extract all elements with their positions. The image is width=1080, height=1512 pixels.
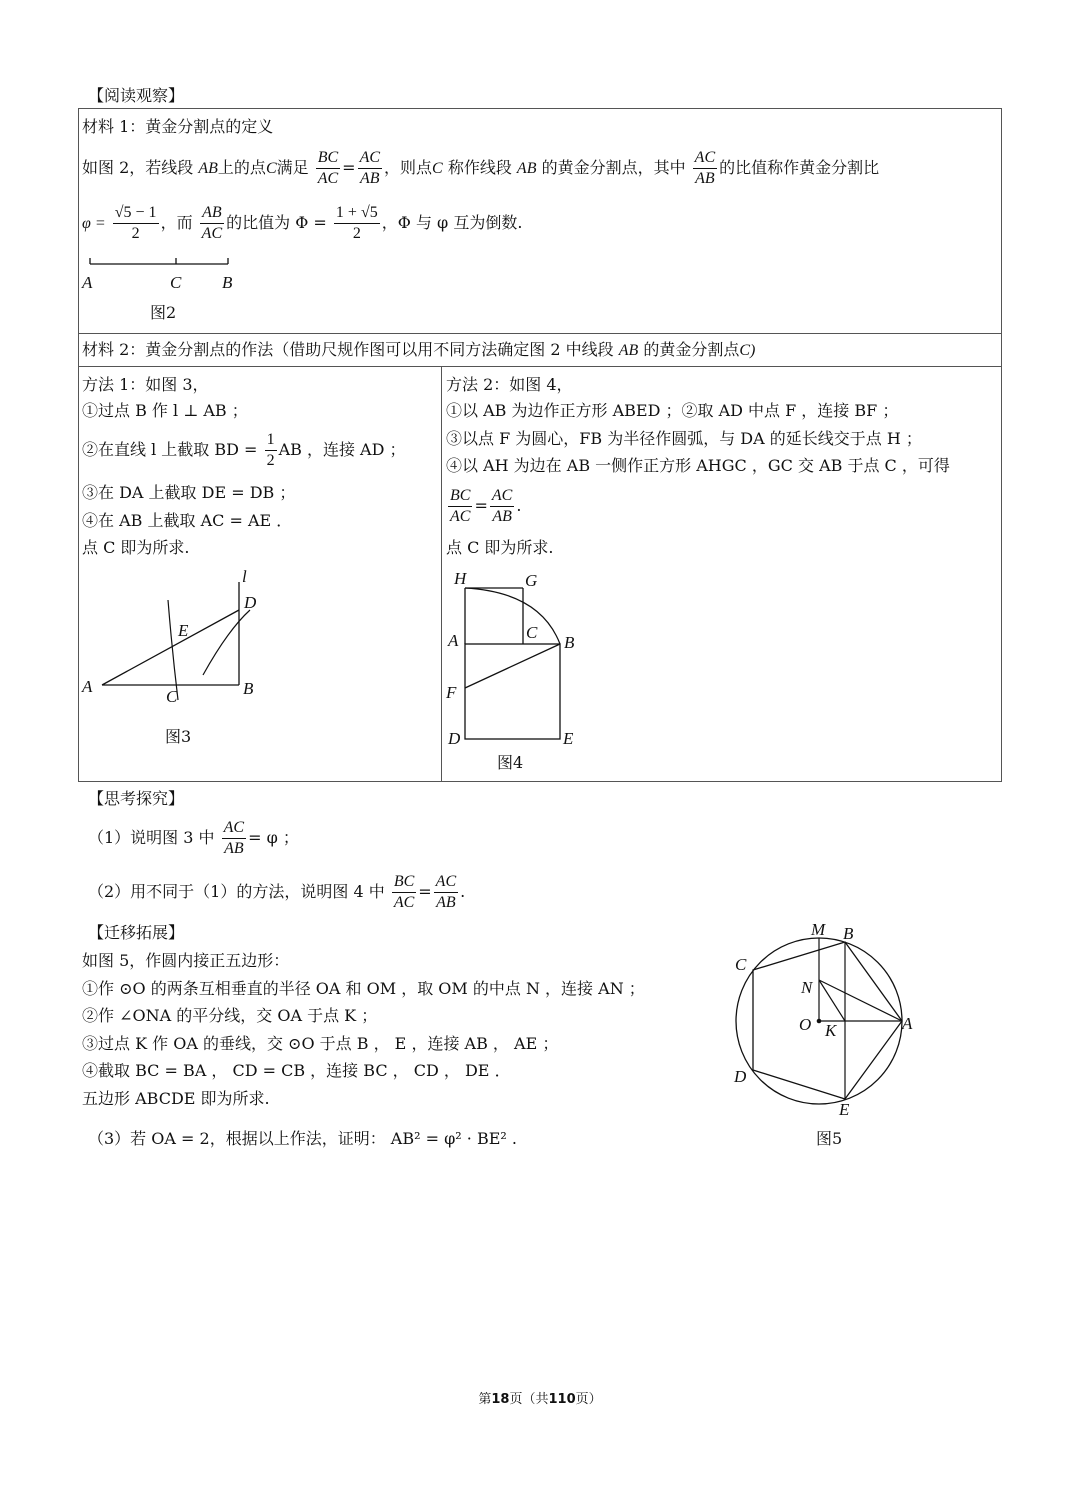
question-1: （1）说明图 3 中 $\frac{AC}{AB}$ = φ ； <box>88 819 299 857</box>
label-d: D <box>448 729 461 748</box>
label-c: C <box>166 687 178 706</box>
label-g: G <box>525 571 538 590</box>
label-b: B <box>843 924 854 943</box>
label-k: K <box>825 1021 837 1040</box>
method1-step5: 点 C 即为所求. <box>82 538 190 557</box>
method2-result: $\frac{BC}{AC}$ = $\frac{AC}{AB}$ . <box>450 487 522 525</box>
fraction-ac-ab-2: $\frac{AC}{AB}$ <box>694 149 716 187</box>
fraction-big-phi: $\frac{1 + √5}{2}$ <box>335 204 378 242</box>
fraction-one-half: $\frac{1}{2}$ <box>266 431 275 469</box>
label-d: D <box>734 1067 747 1086</box>
label-b: B <box>222 273 233 292</box>
fraction-bc-ac-q2: $\frac{BC}{AC}$ <box>393 873 415 911</box>
label-a: A <box>902 1014 913 1033</box>
label-m: M <box>811 920 826 939</box>
label-e: E <box>563 729 574 748</box>
fraction-ac-ab-q2: $\frac{AC}{AB}$ <box>435 873 457 911</box>
figure-2-caption: 图2 <box>150 303 177 322</box>
label-e: E <box>839 1100 850 1119</box>
material1-phi: φ = $\frac{√5 - 1}{2}$ ，而 $\frac{AB}{AC}$ 的比值为 Φ = $\frac{1 + √5}{2}$ ，Φ 与 φ 互为倒数. <box>82 204 523 242</box>
table-divider-2 <box>78 366 1002 367</box>
material1-definition: 如图 2，若线段 AB上的点C满足 $\frac{BC}{AC}$ = $\frac{AC}{AB}$ ，则点C 称作线段 AB 的黄金分割点，其中 $\frac{AC}{AB}$ 的比值称作黄金分割比 <box>82 149 880 187</box>
label-a: A <box>82 677 93 696</box>
material1-title: 材料 1：黄金分割点的定义 <box>82 117 274 136</box>
method1-step4: ④在 AB 上截取 AC = AE ． <box>82 511 293 530</box>
method1-step2: ②在直线 l 上截取 BD = $\frac{1}{2}$ AB ，连接 AD ； <box>82 431 406 469</box>
method2-head: 方法 2：如图 4， <box>446 375 573 394</box>
method2-step5: 点 C 即为所求. <box>446 538 554 557</box>
method1-head: 方法 1：如图 3， <box>82 375 209 394</box>
figure-5 <box>725 915 925 1155</box>
page-footer: 第18页（共110页） <box>478 1392 602 1407</box>
label-a: A <box>448 631 459 650</box>
label-d: D <box>244 593 257 612</box>
label-o: O <box>799 1015 812 1034</box>
label-b: B <box>564 633 575 652</box>
extend-step1: ①作 ⊙O 的两条互相垂直的半径 OA 和 OM ，取 OM 的中点 N ，连接 AN ； <box>82 979 645 998</box>
fraction-ac-ab-m2: $\frac{AC}{AB}$ <box>491 487 513 525</box>
fraction-ab-ac: $\frac{AB}{AC}$ <box>201 204 223 242</box>
label-c: C <box>170 273 182 292</box>
label-h: H <box>454 569 467 588</box>
extend-step5: 五边形 ABCDE 即为所求. <box>82 1089 270 1108</box>
label-n: N <box>801 978 813 997</box>
section-heading-think: 【思考探究】 <box>88 789 185 808</box>
label-a: A <box>82 273 93 292</box>
fraction-bc-ac: $\frac{BC}{AC}$ <box>317 149 339 187</box>
extend-intro: 如图 5，作圆内接正五边形： <box>82 951 290 970</box>
fraction-phi: $\frac{√5 - 1}{2}$ <box>114 204 157 242</box>
method2-step2: ③以点 F 为圆心，FB 为半径作圆弧，与 DA 的延长线交于点 H ； <box>446 429 922 448</box>
figure-4-caption: 图4 <box>497 753 524 772</box>
label-c: C <box>735 955 747 974</box>
label-e: E <box>178 621 189 640</box>
table-divider-1 <box>78 333 1002 334</box>
material2-title: 材料 2：黄金分割点的作法（借助尺规作图可以用不同方法确定图 2 中线段 AB 的黄金分割点C) <box>82 340 756 359</box>
figure-4 <box>440 562 600 762</box>
fraction-bc-ac-m2: $\frac{BC}{AC}$ <box>450 487 471 525</box>
figure-5-caption: 图5 <box>816 1129 843 1148</box>
method2-step1: ①以 AB 为边作正方形 ABED ；②取 AD 中点 F ，连接 BF ； <box>446 401 899 420</box>
fraction-ac-ab-q1: $\frac{AC}{AB}$ <box>223 819 245 857</box>
label-f: F <box>446 683 457 702</box>
method1-step3: ③在 DA 上截取 DE = DB ； <box>82 483 296 502</box>
section-heading-read: 【阅读观察】 <box>88 86 185 105</box>
figure-3 <box>78 560 298 730</box>
extend-step4: ④截取 BC = BA ， CD = CB ，连接 BC ， CD ， DE ． <box>82 1061 511 1080</box>
figure-3-caption: 图3 <box>165 727 192 746</box>
section-heading-extend: 【迁移拓展】 <box>88 923 185 942</box>
question-3: （3）若 OA = 2，根据以上作法，证明： AB² = φ² · BE² . <box>88 1129 517 1148</box>
fraction-ac-ab: $\frac{AC}{AB}$ <box>359 149 381 187</box>
method2-step3: ④以 AH 为边在 AB 一侧作正方形 AHGC ，GC 交 AB 于点 C ，可得 <box>446 456 950 475</box>
question-2: （2）用不同于（1）的方法，说明图 4 中 $\frac{BC}{AC}$ = $\frac{AC}{AB}$ . <box>88 873 466 911</box>
label-c: C <box>526 623 538 642</box>
method1-step1: ①过点 B 作 l ⊥ AB ； <box>82 401 248 420</box>
extend-step3: ③过点 K 作 OA 的垂线，交 ⊙O 于点 B ， E ，连接 AB ， AE ； <box>82 1034 559 1053</box>
label-l: l <box>242 567 247 586</box>
extend-step2: ②作 ∠ONA 的平分线，交 OA 于点 K ； <box>82 1006 378 1025</box>
label-b: B <box>243 679 254 698</box>
